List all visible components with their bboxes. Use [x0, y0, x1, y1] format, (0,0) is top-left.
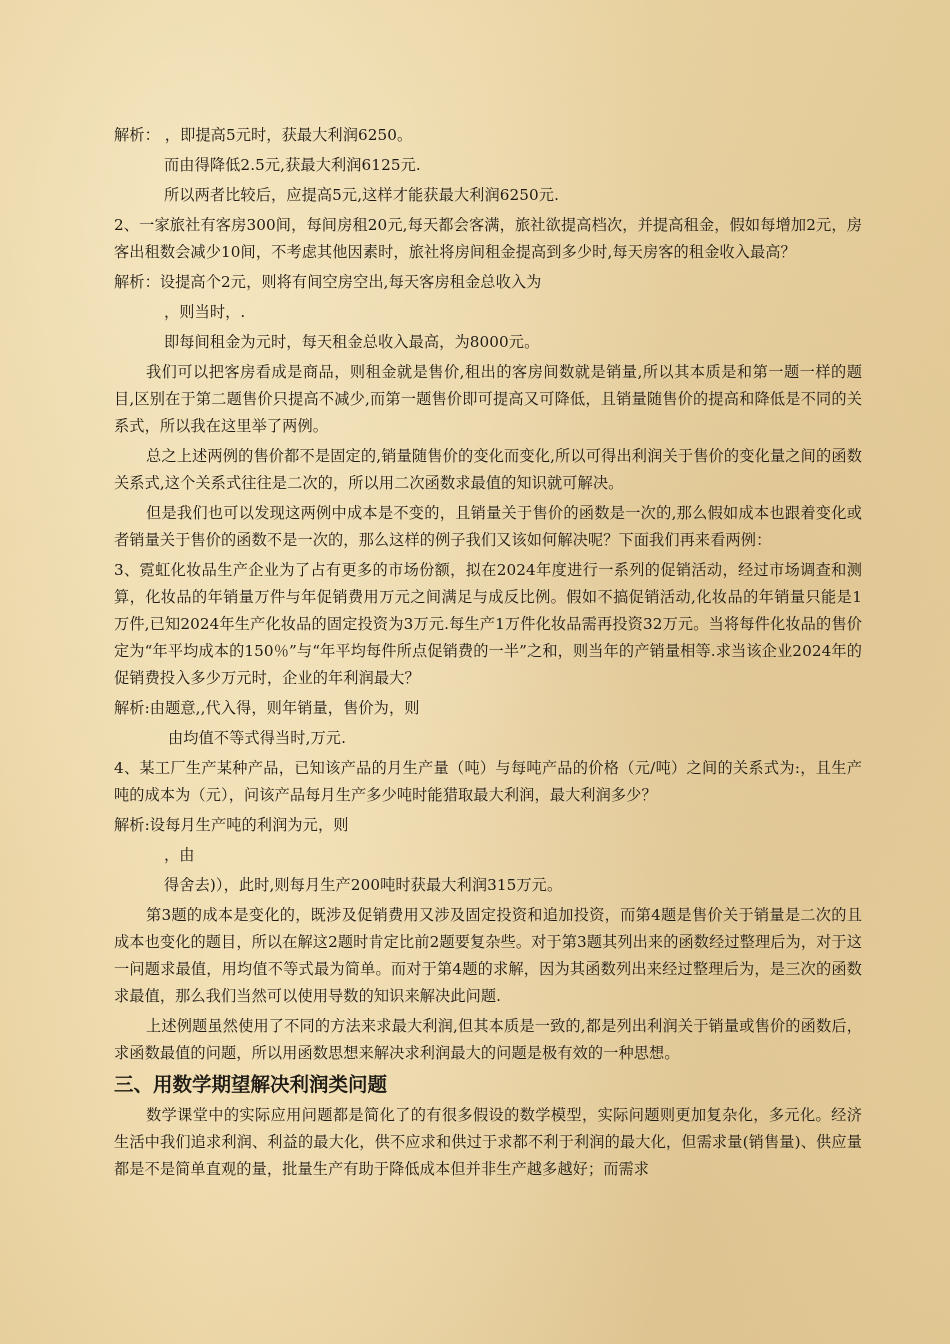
body-paragraph: 我们可以把客房看成是商品，则租金就是售价,租出的客房间数就是销量,所以其本质是和第一题一样的题目,区别在于第二题售价只提高不减少,而第一题售价即可提高又可降低，且销量随售价的提高和降低是不同的关系式，所以我在这里举了两例。 — [114, 363, 862, 435]
analysis-line: 而由得降低2.5元,获最大利润6125元. — [164, 156, 421, 174]
analysis-line: 即每间租金为元时，每天租金总收入最高，为8000元。 — [164, 333, 540, 351]
body-paragraph: 第3题的成本是变化的，既涉及促销费用又涉及固定投资和追加投资，而第4题是售价关于销量是二次的且成本也变化的题目，所以在解这2题时肯定比前2题要复杂些。对于第3题其列出来的函数经过整理后为，对于这一问题求最值，用均值不等式最为简单。而对于第4题的求解，因为其函数列出来经过整理后为，是三次的函数求最值，那么我们当然可以使用导数的知识来解决此问题. — [114, 906, 862, 1005]
problem-3: 3、霓虹化妆品生产企业为了占有更多的市场份额，拟在2024年度进行一系列的促销活动，经过市场调查和测算，化妆品的年销量万件与年促销费用万元之间满足与成反比例。假如不搞促销活动,化妆品的年销量只能是1万件,已知2024年生产化妆品的固定投资为3万元.每生产1万件化妆品需再投资32万元。当将每件化妆品的售价定为“年平均成本的150％”与“年平均每件所点促销费的一半”之和，则当年的产销量相等.求当该企业2024年的促销费投入多少万元时，企业的年利润最大？ — [114, 561, 862, 687]
analysis-paragraph: 解析：设提高个2元，则将有间空房空出,每天客房租金总收入为 — [114, 273, 542, 291]
analysis-line: ，则当时，. — [164, 303, 246, 321]
analysis-line: 由均值不等式得当时,万元. — [168, 729, 347, 747]
analysis-paragraph: 解析： ，即提高5元时，获最大利润6250。 — [114, 126, 413, 144]
document-page — [114, 122, 862, 1186]
analysis-line: ，由 — [164, 846, 195, 864]
analysis-line: 所以两者比较后，应提高5元,这样才能获最大利润6250元. — [164, 186, 559, 204]
analysis-line: 得舍去)），此时,则每月生产200吨时获最大利润315万元。 — [164, 876, 563, 894]
section-heading: 三、用数学期望解决利润类问题 — [114, 1073, 388, 1096]
problem-4: 4、某工厂生产某种产品，已知该产品的月生产量（吨）与每吨产品的价格（元/吨）之间的关系式为:，且生产吨的成本为（元），问该产品每月生产多少吨时能猎取最大利润，最大利润多少？ — [114, 759, 862, 804]
body-paragraph: 但是我们也可以发现这两例中成本是不变的，且销量关于售价的函数是一次的,那么假如成本也跟着变化或者销量关于售价的函数不是一次的，那么这样的例子我们又该如何解决呢？下面我们再来看两例： — [114, 504, 862, 549]
analysis-paragraph: 解析:由题意,,代入得，则年销量，售价为，则 — [114, 699, 420, 717]
body-paragraph: 数学课堂中的实际应用问题都是简化了的有很多假设的数学模型，实际问题则更加复杂化，多元化。经济生活中我们追求利润、利益的最大化，供不应求和供过于求都不利于利润的最大化，但需求量(销售量)、供应量都是不是简单直观的量，批量生产有助于降低成本但并非生产越多越好；而需求 — [114, 1106, 862, 1178]
body-paragraph: 总之上述两例的售价都不是固定的,销量随售价的变化而变化,所以可得出利润关于售价的变化量之间的函数关系式,这个关系式往往是二次的，所以用二次函数求最值的知识就可解决。 — [114, 447, 862, 492]
analysis-paragraph: 解析:设每月生产吨的利润为元，则 — [114, 816, 349, 834]
body-paragraph: 上述例题虽然使用了不同的方法来求最大利润,但其本质是一致的,都是列出利润关于销量或售价的函数后，求函数最值的问题，所以用函数思想来解决求利润最大的问题是极有效的一种思想。 — [114, 1017, 862, 1062]
problem-2: 2、一家旅社有客房300间，每间房租20元,每天都会客满，旅社欲提高档次，并提高租金，假如每增加2元，房客出租数会减少10间，不考虑其他因素时，旅社将房间租金提高到多少时,每天房客的租金收入最高？ — [114, 216, 862, 261]
